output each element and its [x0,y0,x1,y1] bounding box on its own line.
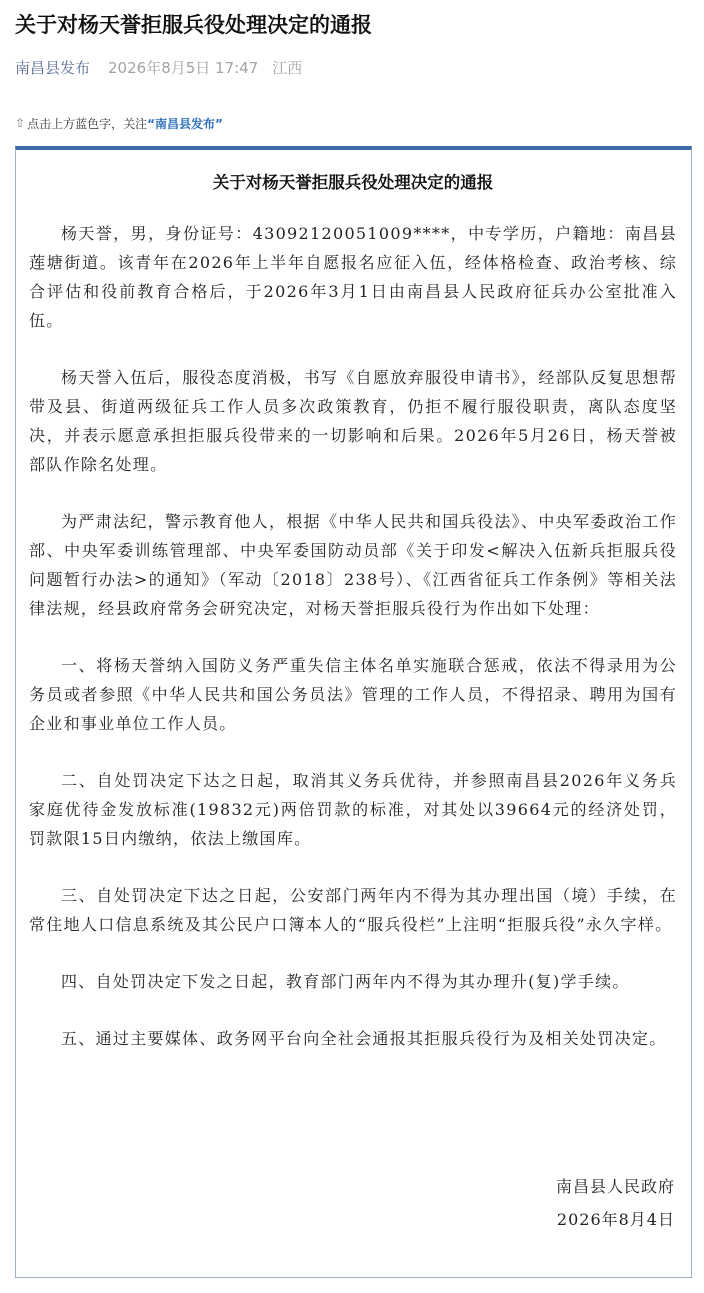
notice-paragraph: 一、将杨天誉纳入国防义务严重失信主体名单实施联合惩戒，依法不得录用为公务员或者参照《中华人民共和国公务员法》管理的工作人员，不得招录、聘用为国有企业和事业单位工作人员。 [29,656,677,733]
article-title: 关于对杨天誉拒服兵役处理决定的通报 [15,13,372,37]
notice-paragraph: 二、自处罚决定下达之日起，取消其义务兵优待，并参照南昌县2026年义务兵家庭优待金发放标准(19832元)两倍罚款的标准，对其处以39664元的经济处罚，罚款限15日内缴纳，依法上缴国库。 [29,771,677,848]
account-name-link[interactable]: 南昌县发布 [15,58,91,77]
follow-hint-text: 点击上方蓝色字，关注 [27,116,148,131]
notice-title: 关于对杨天誉拒服兵役处理决定的通报 [212,173,494,192]
up-arrow-icon: ⇧ [15,116,26,130]
publish-location: 江西 [272,58,303,77]
notice-paragraph: 四、自处罚决定下发之日起，教育部门两年内不得为其办理升(复)学手续。 [61,972,630,991]
notice-document [29,168,677,1081]
notice-paragraph: 杨天誉，男，身份证号：43092120051009****，中专学历，户籍地：南昌县莲塘街道。该青年在2026年上半年自愿报名应征入伍，经体格检查、政治考核、综合评估和役前教育合格后，于2026年3月1日由南昌县人民政府征兵办公室批准入伍。 [29,224,677,330]
notice-paragraph: 杨天誉入伍后，服役态度消极，书写《自愿放弃服役申请书》，经部队反复思想帮带及县、街道两级征兵工作人员多次政策教育，仍拒不履行服役职责，离队态度坚决，并表示愿意承担拒服兵役带来的一切影响和后果。2026年5月26日，杨天誉被部队作除名处理。 [29,368,677,474]
follow-account-link[interactable]: “南昌县发布” [147,116,223,131]
publish-time: 2026年8月5日 17:47 [108,58,259,77]
notice-box [15,146,692,1278]
article-meta [15,56,302,78]
issuer-signature: 南昌县人民政府 [555,1177,675,1196]
notice-paragraph: 为严肃法纪，警示教育他人，根据《中华人民共和国兵役法》、中央军委政治工作部、中央军委训练管理部、中央军委国防动员部《关于印发<解决入伍新兵拒服兵役问题暂行办法>的通知》（军动〔2018〕238号）、《江西省征兵工作条例》等相关法律法规，经县政府常务会研究决定，对杨天誉拒服兵役行为作出如下处理： [29,512,677,618]
issue-date: 2026年8月4日 [556,1210,675,1229]
notice-paragraph: 五、通过主要媒体、政务网平台向全社会通报其拒服兵役行为及相关处罚决定。 [61,1029,667,1048]
follow-hint [15,114,223,132]
notice-paragraph: 三、自处罚决定下达之日起，公安部门两年内不得为其办理出国（境）手续，在常住地人口信息系统及其公民户口簿本人的“服兵役栏”上注明“拒服兵役”永久字样。 [29,886,677,934]
